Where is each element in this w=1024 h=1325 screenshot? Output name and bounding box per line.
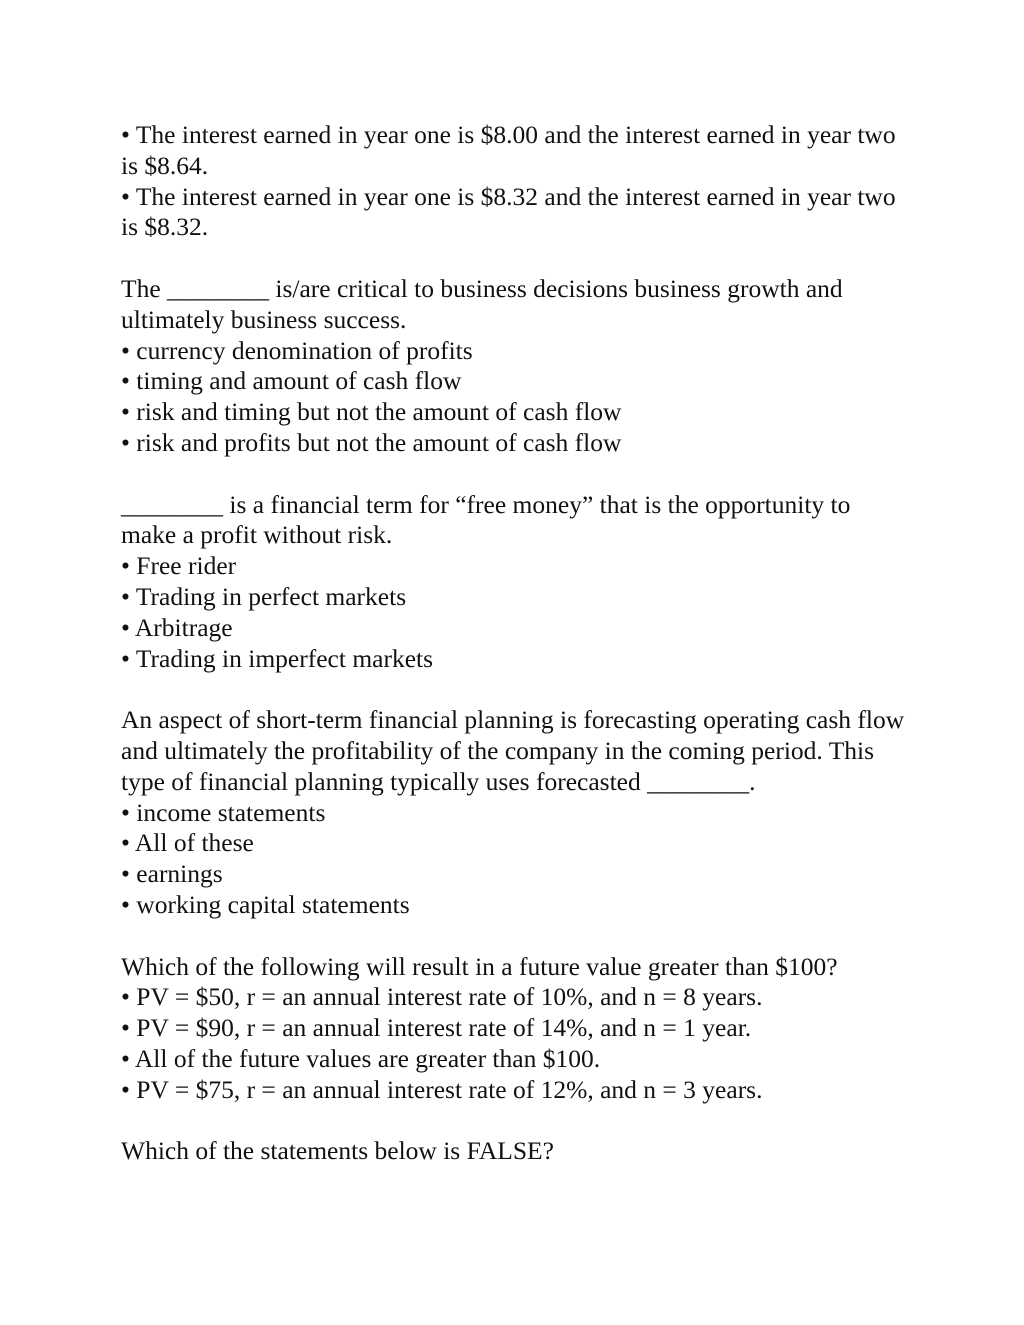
answer-option: • The interest earned in year one is $8.00 and the interest earned in year two is $8.64. xyxy=(121,120,896,180)
answer-option: • Arbitrage xyxy=(121,612,233,642)
question-block-planning xyxy=(121,705,911,921)
question-block-interest xyxy=(121,120,911,243)
question-text: ________ is a financial term for “free money” that is the opportunity to make a profit without risk. xyxy=(121,489,851,550)
document-page xyxy=(121,120,911,1167)
paragraph-gap xyxy=(121,674,911,705)
paragraph-gap xyxy=(121,921,911,952)
question-text: An aspect of short-term financial planning is forecasting operating cash flow and ultimately the profitability of the company in the coming period. This type of financial planning typically uses forecasted ________. xyxy=(121,705,905,796)
question-text: Which of the following will result in a future value greater than $100? xyxy=(121,951,838,981)
paragraph-gap xyxy=(121,243,911,274)
answer-option: • Trading in imperfect markets xyxy=(121,643,434,673)
paragraph-gap xyxy=(121,1106,911,1137)
answer-option: • Free rider xyxy=(121,551,237,581)
question-block-cash-flow xyxy=(121,274,911,459)
answer-option: • Trading in perfect markets xyxy=(121,581,407,611)
question-block-future-value xyxy=(121,952,911,1106)
answer-option: • PV = $75, r = an annual interest rate of 12%, and n = 3 years. xyxy=(121,1074,763,1104)
answer-option: • The interest earned in year one is $8.32 and the interest earned in year two is $8.32. xyxy=(121,181,896,242)
answer-option: • risk and timing but not the amount of cash flow xyxy=(121,397,622,427)
question-text: Which of the statements below is FALSE? xyxy=(121,1136,554,1166)
answer-option: • risk and profits but not the amount of cash flow xyxy=(121,427,622,457)
paragraph-gap xyxy=(121,459,911,490)
answer-option: • income statements xyxy=(121,797,326,827)
answer-option: • earnings xyxy=(121,859,223,889)
answer-option: • currency denomination of profits xyxy=(121,335,473,365)
question-block-arbitrage xyxy=(121,490,911,675)
question-block-false-statement xyxy=(121,1136,911,1167)
answer-option: • timing and amount of cash flow xyxy=(121,366,462,396)
answer-option: • All of these xyxy=(121,828,254,858)
question-text: The ________ is/are critical to business decisions business growth and ultimately business success. xyxy=(121,273,843,334)
answer-option: • PV = $50, r = an annual interest rate of 10%, and n = 8 years. xyxy=(121,982,763,1012)
answer-option: • PV = $90, r = an annual interest rate of 14%, and n = 1 year. xyxy=(121,1013,752,1043)
answer-option: • working capital statements xyxy=(121,889,410,919)
answer-option: • All of the future values are greater than $100. xyxy=(121,1043,601,1073)
